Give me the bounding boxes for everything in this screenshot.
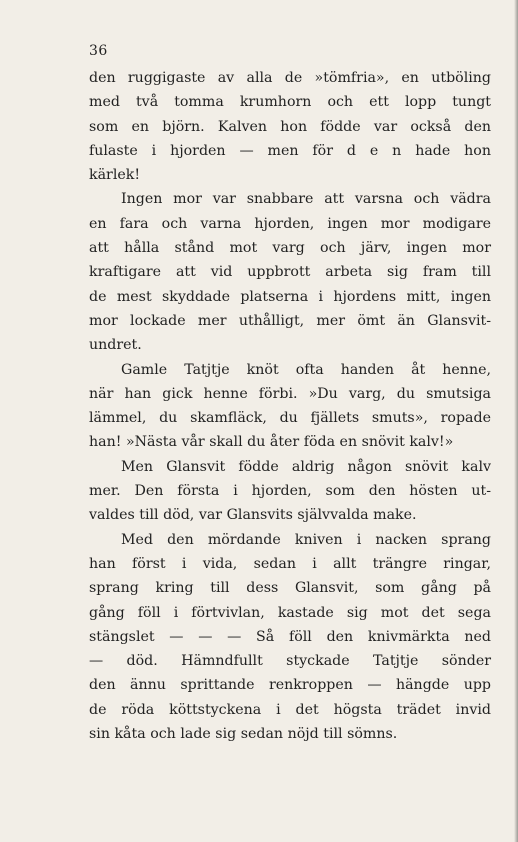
text-line: valdes till död, var Glansvits självvalda make. — [89, 507, 417, 524]
page-number: 36 — [89, 43, 108, 59]
text-line: — död. Hämndfullt styckade Tatjtje sönder — [89, 653, 491, 670]
text-line: kärlek! — [89, 167, 141, 184]
body-text — [89, 66, 491, 746]
text-line: när han gick henne förbi. »Du varg, du smutsiga — [89, 385, 491, 402]
text-line: en fara och varna hjorden, ingen mor modigare — [89, 215, 491, 232]
text-line: den ännu sprittande renkroppen — hängde upp — [89, 677, 491, 694]
text-line: de mest skyddade platserna i hjordens mitt, ingen — [89, 288, 491, 305]
text-line: Gamle Tatjtje knöt ofta handen åt henne, — [121, 361, 491, 378]
text-line: gång föll i förtvivlan, kastade sig mot det sega — [89, 604, 491, 621]
page-edge-shadow — [514, 0, 518, 842]
text-line: med två tomma krumhorn och ett lopp tungt — [89, 94, 491, 111]
text-line: att hålla stånd mot varg och järv, ingen mor — [89, 240, 491, 257]
text-line: de röda köttstyckena i det högsta trädet invid — [89, 701, 491, 718]
text-line: kraftigare att vid uppbrott arbeta sig fram till — [89, 264, 491, 281]
text-line: lämmel, du skamfläck, du fjällets smuts», ropade — [89, 410, 491, 427]
text-line: sin kåta och lade sig sedan nöjd till sömns. — [89, 726, 398, 743]
text-line: Ingen mor var snabbare att varsna och vädra — [121, 191, 491, 208]
text-line: sprang kring till dess Glansvit, som gång på — [89, 580, 491, 597]
text-line: mer. Den första i hjorden, som den hösten ut- — [89, 483, 491, 500]
text-line: han först i vida, sedan i allt trängre ringar, — [89, 555, 491, 572]
text-line: den ruggigaste av alla de »tömfria», en utböling — [89, 70, 491, 86]
text-line: Med den mördande kniven i nacken sprang — [121, 531, 491, 548]
text-line: Men Glansvit födde aldrig någon snövit kalv — [121, 458, 491, 475]
text-line: mor lockade mer uthålligt, mer ömt än Glansvit- — [89, 312, 491, 329]
text-line: han! »Nästa vår skall du åter föda en snövit kalv!» — [89, 434, 454, 451]
text-line: undret. — [89, 337, 142, 354]
text-line: som en björn. Kalven hon födde var också den — [89, 118, 491, 135]
text-line: stängslet — — — Så föll den knivmärkta ned — [89, 628, 491, 645]
text-line: fulaste i hjorden — men för d e n hade hon — [89, 142, 491, 159]
